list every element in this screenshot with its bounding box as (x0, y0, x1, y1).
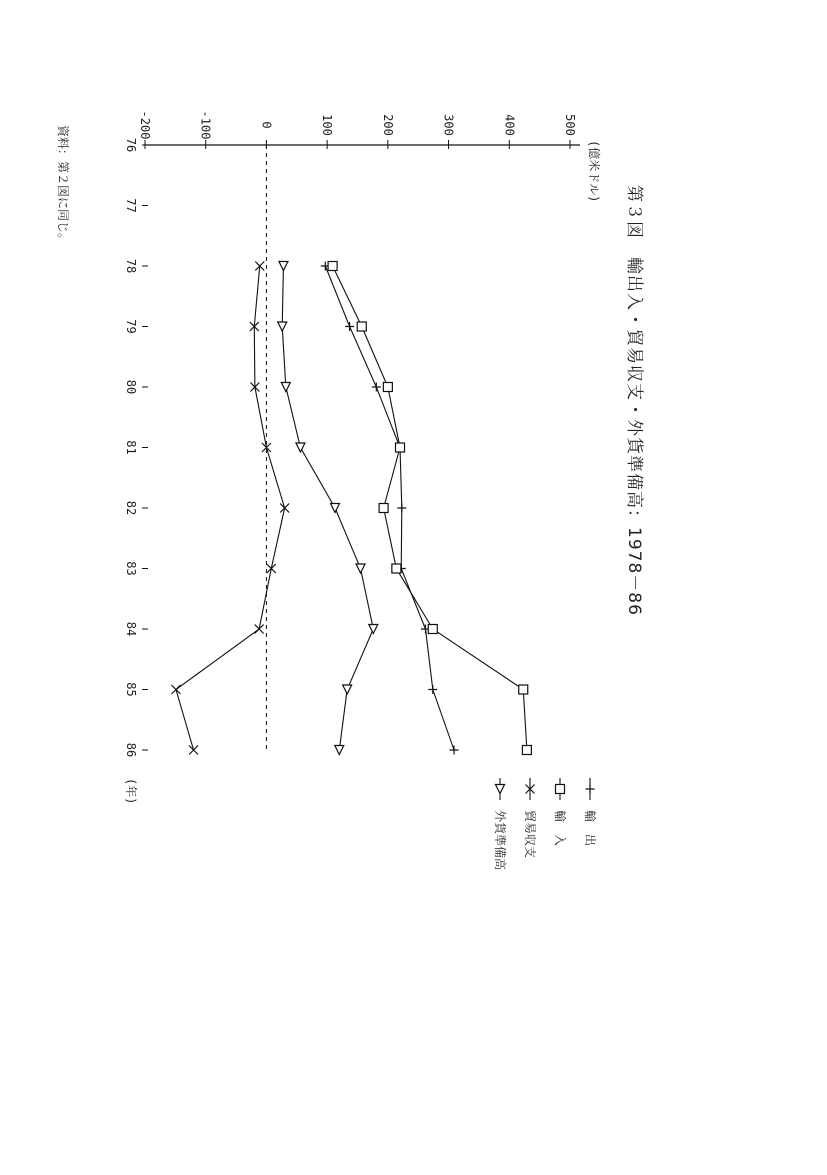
series-group (328, 262, 531, 755)
x-tick-label: 83 (124, 561, 138, 576)
data-point-triangle (369, 625, 378, 634)
x-tick-label: 82 (124, 500, 138, 516)
data-point-x (255, 625, 264, 634)
series-group (321, 262, 459, 755)
series-layer (171, 262, 531, 755)
legend-label: 輸 入 (553, 810, 567, 847)
data-point-square (357, 322, 366, 331)
data-point-square (392, 564, 401, 573)
data-point-plus (397, 504, 406, 513)
legend (493, 778, 598, 870)
legend-item (493, 778, 508, 870)
data-point-x (280, 504, 289, 513)
data-point-square (522, 746, 531, 755)
x-axis-label: (年) (124, 778, 138, 805)
data-point-triangle (278, 322, 287, 331)
x-tick-label: 85 (124, 682, 138, 697)
x-tick-label: 80 (124, 379, 138, 395)
x-tick-label: 77 (124, 198, 138, 213)
data-point-square (428, 625, 437, 634)
series-group (171, 262, 289, 755)
data-point-triangle (281, 383, 290, 392)
data-point-plus (450, 746, 459, 755)
data-point-x (189, 746, 198, 755)
x-tick-label: 78 (124, 258, 138, 274)
x-tick-label: 84 (124, 621, 138, 637)
y-tick-label: 400 (502, 114, 517, 136)
series-line (282, 266, 373, 750)
data-point-square (383, 383, 392, 392)
plot-area (56, 111, 644, 870)
y-tick-label: 500 (563, 114, 577, 136)
y-tick-label: 200 (380, 114, 395, 136)
legend-label: 輸 出 (583, 810, 597, 847)
data-point-square (519, 685, 528, 694)
legend-item (583, 778, 598, 846)
data-point-square (328, 262, 337, 271)
y-axis-ticks (138, 111, 577, 149)
series-line (325, 266, 454, 750)
series-group (278, 262, 378, 755)
legend-label: 外貨準備高 (493, 810, 507, 871)
y-tick-label: 300 (441, 114, 456, 136)
legend-label: 貿易収支 (523, 810, 537, 859)
data-point-triangle (343, 685, 352, 694)
x-tick-label: 81 (124, 440, 138, 455)
data-point-square (556, 785, 565, 794)
data-point-plus (372, 383, 381, 392)
legend-item (523, 778, 538, 858)
data-point-triangle (496, 785, 505, 794)
series-line (333, 266, 527, 750)
x-tick-label: 76 (124, 137, 138, 153)
data-point-triangle (296, 443, 305, 452)
x-axis-ticks (124, 138, 148, 757)
data-point-triangle (279, 262, 288, 271)
data-point-plus (345, 322, 354, 331)
data-point-triangle (356, 564, 365, 573)
series-line (176, 266, 285, 750)
data-point-x (171, 685, 180, 694)
chart-title: 第３図 輸出入・貿易収支・外貨準備高：1978－86 (624, 185, 644, 616)
y-tick-label: 0 (259, 121, 274, 129)
data-point-plus (586, 785, 595, 794)
data-point-triangle (331, 504, 340, 513)
data-point-plus (428, 685, 437, 694)
legend-item (553, 778, 568, 846)
y-tick-label: -100 (198, 110, 213, 140)
source-note: 資料：第２図に同じ。 (56, 125, 70, 246)
data-point-x (267, 564, 276, 573)
data-point-triangle (335, 746, 344, 755)
x-tick-label: 86 (124, 742, 138, 758)
y-tick-label: 100 (320, 114, 335, 136)
data-point-square (379, 504, 388, 513)
y-tick-label: -200 (138, 110, 152, 140)
data-point-square (396, 443, 405, 452)
y-axis-label: (億米ドル) (587, 140, 601, 203)
x-tick-label: 79 (124, 319, 138, 334)
